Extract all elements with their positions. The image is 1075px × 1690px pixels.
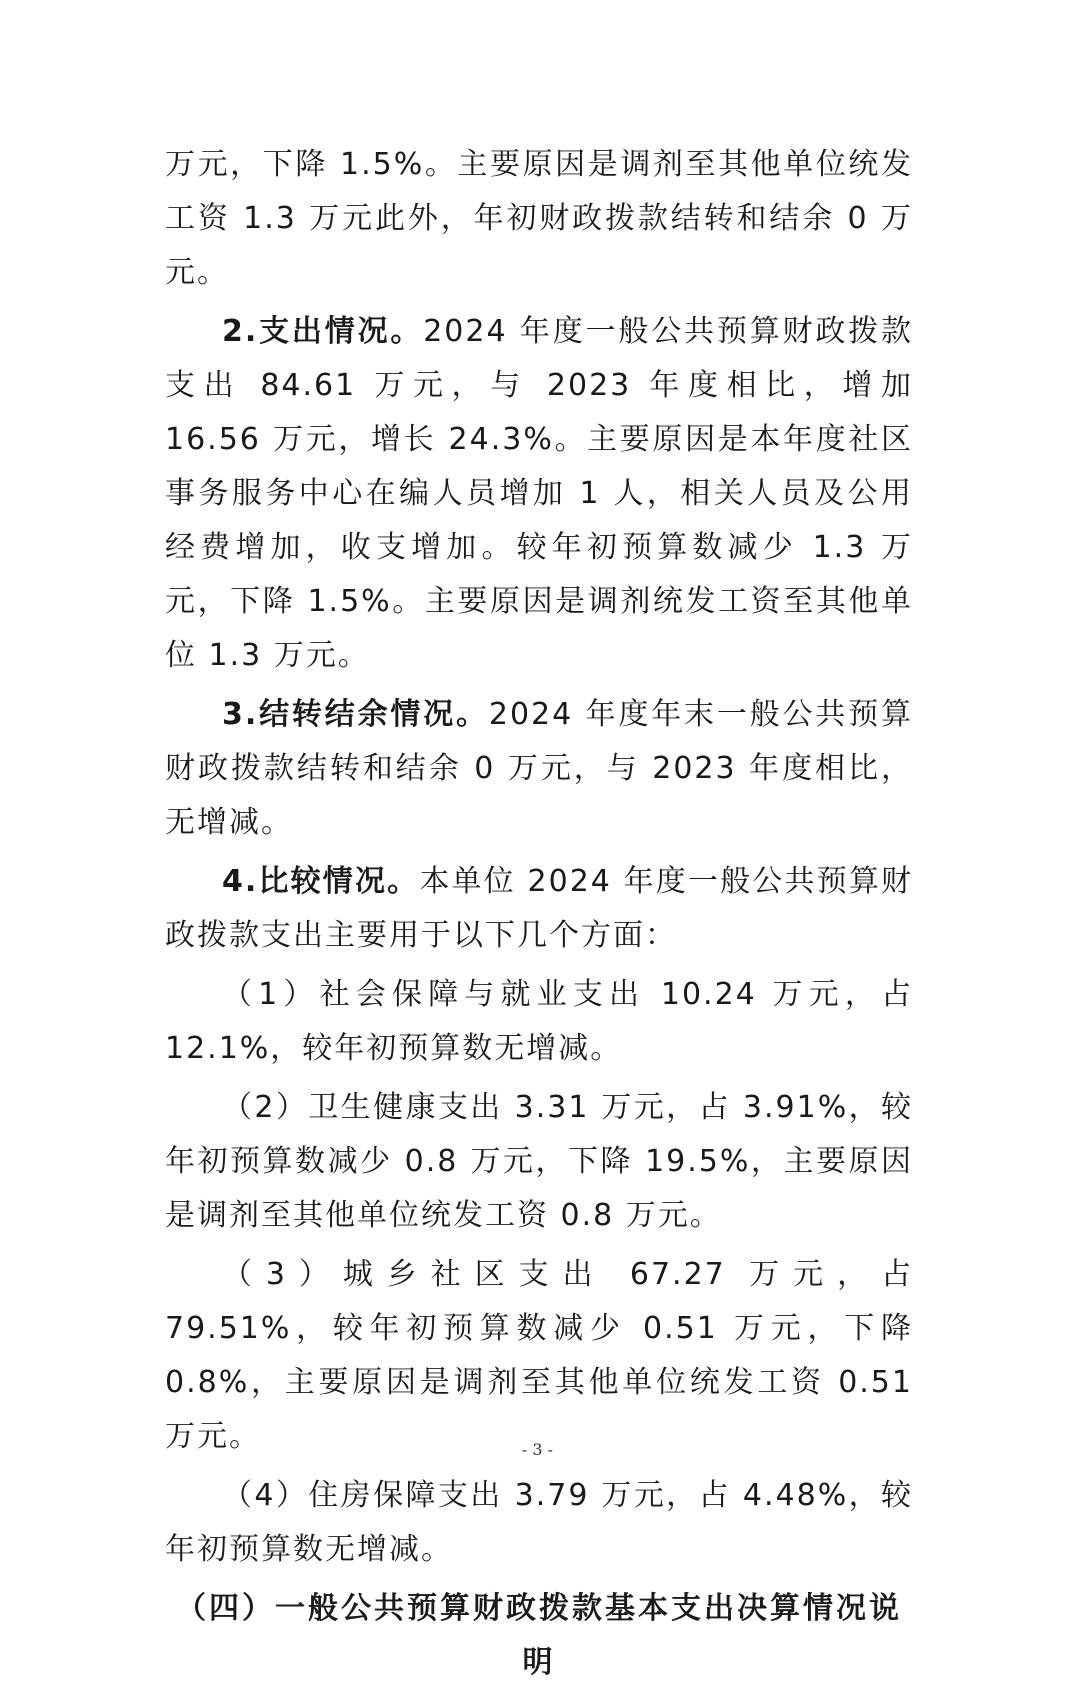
section-heading: （四）一般公共预算财政拨款基本支出决算情况说明: [176, 1591, 902, 1680]
comparison-heading: 4.比较情况。: [222, 864, 420, 899]
expenditure-text: 2024 年度一般公共预算财政拨款支出 84.61 万元，与 2023 年度相比，增加 16.56 万元，增长 24.3%。主要原因是本年度社区事务服务中心在编人员增加 1 人，相关人员及公用经费增加，收支增加。较年初预算数减少 1.3 万元，下降 1.5%。主要原因是调剂统发工资至其他单位 1.3 万元。: [165, 314, 913, 673]
carryover-heading: 3.结转结余情况。: [222, 697, 489, 732]
page-number: - 3 -: [521, 1440, 554, 1459]
list-item-health: （2）卫生健康支出 3.31 万元，占 3.91%，较年初预算数减少 0.8 万元，下降 19.5%，主要原因是调剂至其他单位统发工资 0.8 万元。: [165, 1090, 913, 1233]
list-item-urban-rural: （3）城乡社区支出 67.27 万元，占 79.51%，较年初预算数减少 0.51 万元，下降 0.8%，主要原因是调剂至其他单位统发工资 0.51 万元。: [165, 1257, 913, 1454]
list-item-housing: （4）住房保障支出 3.79 万元，占 4.48%，较年初预算数无增减。: [165, 1478, 913, 1567]
comparison-text: 本单位 2024 年度一般公共预算财政拨款支出主要用于以下几个方面：: [165, 864, 913, 953]
carryover-text: 2024 年度年末一般公共预算财政拨款结转和结余 0 万元，与 2023 年度相比，无增减。: [165, 697, 913, 840]
paragraph-expenditure: [165, 305, 913, 683]
paragraph-carryover: [165, 688, 913, 850]
list-item-social-security: （1）社会保障与就业支出 10.24 万元，占 12.1%，较年初预算数无增减。: [165, 977, 913, 1066]
expenditure-heading: 2.支出情况。: [222, 314, 424, 349]
paragraph-comparison: [165, 855, 913, 963]
paragraph-income-continued: 万元，下降 1.5%。主要原因是调剂至其他单位统发工资 1.3 万元此外，年初财政拨款结转和结余 0 万元。: [165, 147, 913, 290]
